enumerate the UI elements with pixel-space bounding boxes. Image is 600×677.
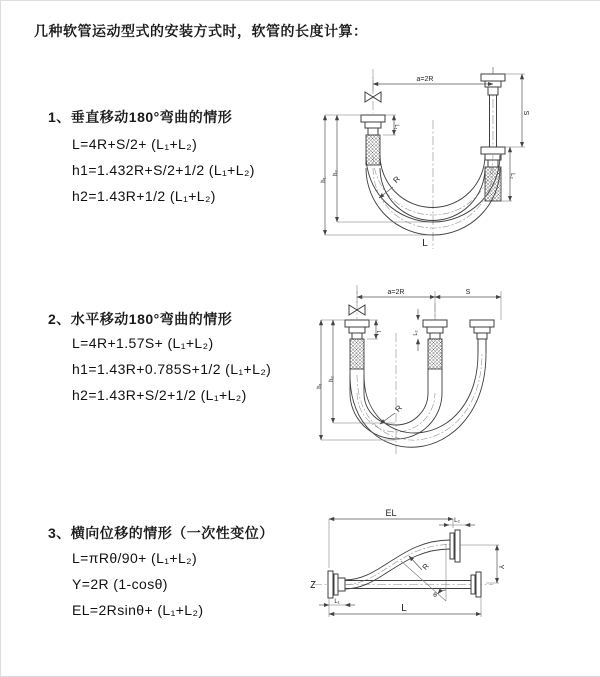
section1-formula-h2: h2=1.43R+1/2 (L₁+L₂) (72, 188, 216, 204)
section3-formula-L: L=πRθ/90+ (L₁+L₂) (72, 550, 198, 566)
diagram-lateral-displacement (301, 504, 513, 628)
dim-label-l: L (401, 603, 407, 614)
section2-formula-h1: h1=1.43R+0.785S+1/2 (L₁+L₂) (72, 361, 272, 377)
dim-label-h2: h₂ (329, 376, 335, 382)
dim-label-r: R (391, 174, 402, 185)
dim-label-h1: h₁ (321, 177, 327, 183)
dim-label-theta: θ (433, 592, 437, 599)
dim-label-l1: L₁ (393, 124, 399, 130)
dim-label-l1: L₁ (334, 599, 340, 605)
dim-label-l2: L₂ (413, 330, 419, 336)
dim-label-l1: L₁ (375, 330, 381, 336)
diagram-horizontal-180-bend (311, 283, 529, 465)
dim-label-l: L (422, 238, 428, 249)
dim-label-r: R (420, 561, 431, 572)
braided-hose-section (350, 339, 364, 369)
section3-formula-EL: EL=2Rsinθ+ (L₁+L₂) (72, 602, 204, 618)
section1-formula-L: L=4R+S/2+ (L₁+L₂) (72, 136, 198, 152)
section3-heading: 3、横向位移的情形（一次性变位） (48, 525, 274, 541)
dim-label-h1: h₁ (317, 383, 323, 389)
page-title: 几种软管运动型式的安装方式时，软管的长度计算： (34, 23, 368, 39)
dim-label-s: S (465, 289, 471, 296)
dim-label-el: EL (385, 508, 397, 518)
section3-formula-Y: Y=2R (1-cosθ) (72, 576, 168, 592)
diagram-vertical-180-bend (313, 65, 537, 257)
section2-formula-L: L=4R+1.57S+ (L₁+L₂) (72, 335, 214, 351)
dim-label-l2: L₂ (509, 173, 515, 179)
dim-label-s: S (522, 110, 529, 116)
dim-label-y: Y (497, 564, 504, 570)
dim-label-l2: L₂ (454, 518, 460, 524)
section2-formula-h2: h2=1.43R+S/2+1/2 (L₁+L₂) (72, 387, 247, 403)
section2-heading: 2、水平移动180°弯曲的情形 (48, 311, 233, 327)
section1-heading: 1、垂直移动180°弯曲的情形 (48, 109, 233, 125)
section1-formula-h1: h1=1.432R+S/2+1/2 (L₁+L₂) (72, 162, 255, 178)
dim-label-a2r: a=2R (416, 76, 434, 83)
dim-label-r: R (393, 403, 404, 414)
braided-hose-section (428, 339, 442, 369)
dim-label-h2: h₂ (333, 170, 339, 176)
dim-label-a2r: a=2R (387, 289, 405, 296)
